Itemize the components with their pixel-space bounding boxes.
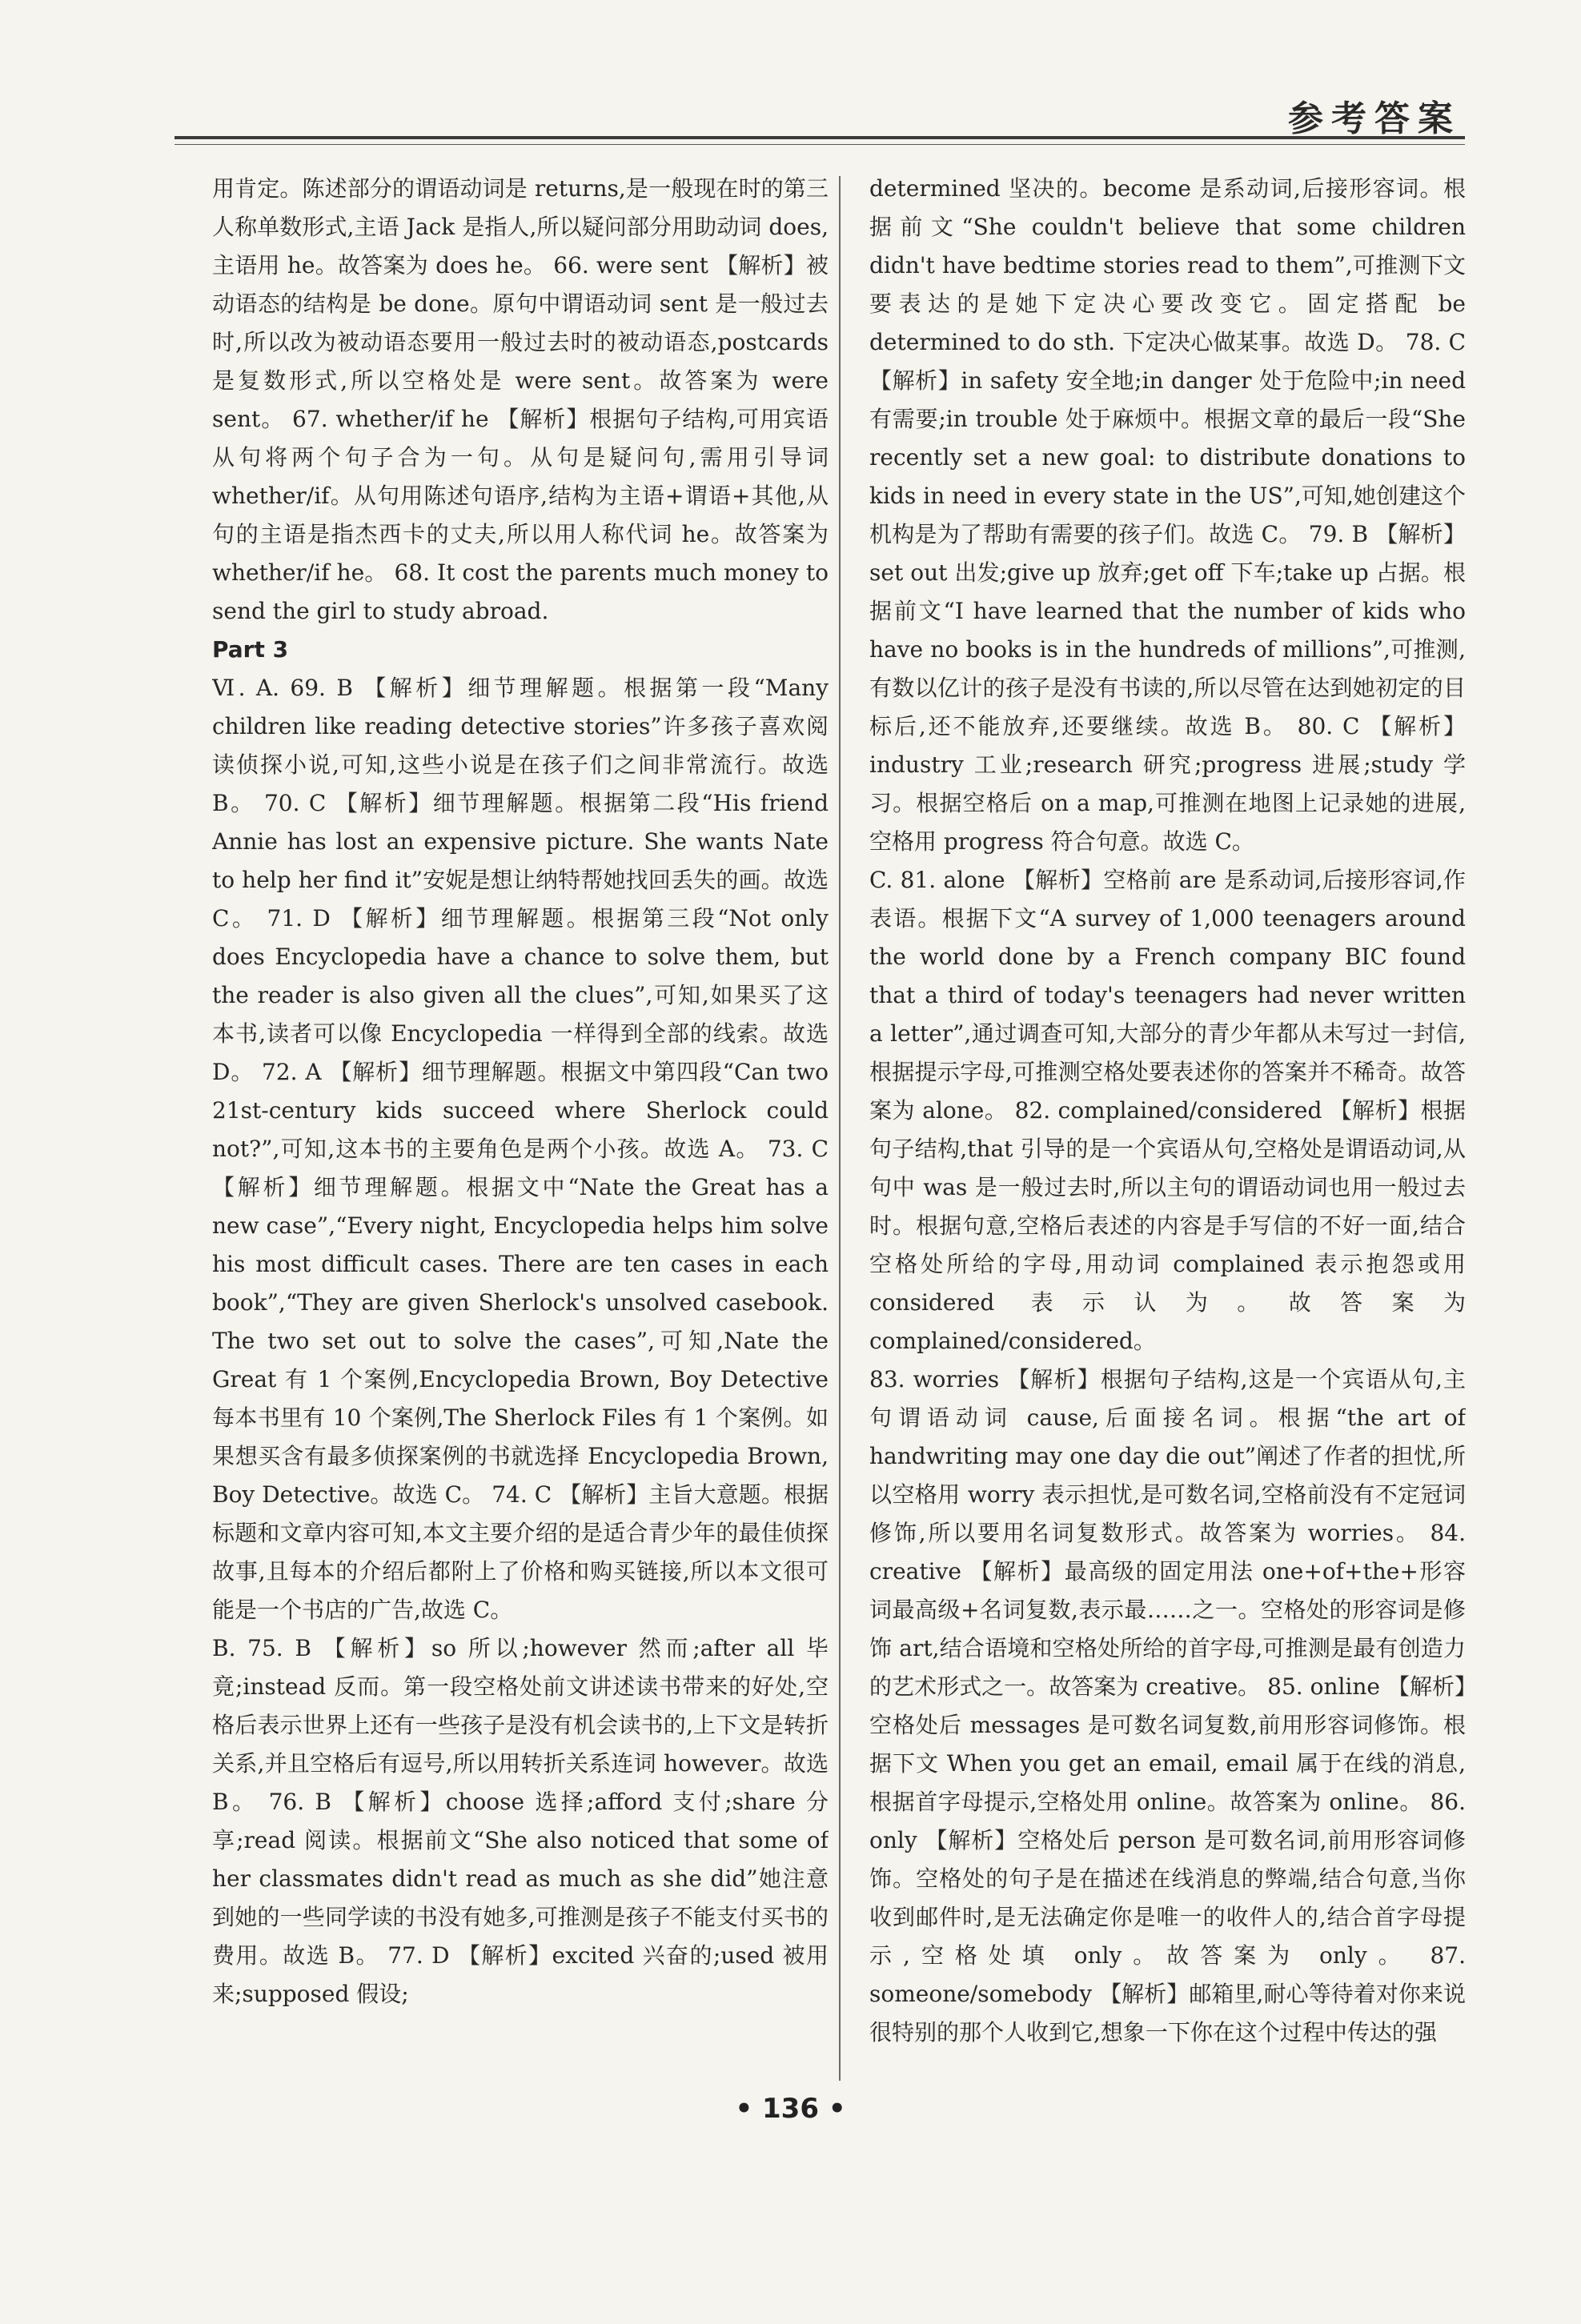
left-column	[212, 170, 829, 2074]
section-b-answers-continued: determined 坚决的。become 是系动词,后接形容词。根据前文“She couldn't believe that some children didn't have bedtime stories read to them”,可推测下文要表达的是她下定决心要改变它。固定搭配 be determined to do sth. 下定决心做某事。故选 D。 78. C 【解析】in safety 安全地;in danger 处于危险中;in need 有需要;in trouble 处于麻烦中。根据文章的最后一段“She recently set a new goal: to distribute donations to kids in need in every state in the US”,可知,她创建这个机构是为了帮助有需要的孩子们。故选 C。 79. B 【解析】set out 出发;give up 放弃;get off 下车;take up 占据。根据前文“I have learned that the number of kids who have no books is in the hundreds of millions”,可推测,有数以亿计的孩子是没有书读的,所以尽管在达到她初定的目标后,还不能放弃,还要继续。故选 B。 80. C 【解析】industry 工业;research 研究;progress 进展;study 学习。根据空格后 on a map,可推测在地图上记录她的进展,空格用 progress 符合句意。故选 C。	[869, 175, 1466, 855]
column-divider	[839, 176, 841, 2081]
section-a-answers: Ⅵ. A. 69. B 【解析】细节理解题。根据第一段“Many children like reading detective stories”许多孩子喜欢阅读侦探小说,可知,这些小说是在孩子们之间非常流行。故选 B。 70. C 【解析】细节理解题。根据第二段“His friend Annie has lost an expensive picture. She wants Nate to help her find it”安妮是想让纳特帮她找回丢失的画。故选 C。 71. D 【解析】细节理解题。根据第三段“Not only does Encyclopedia have a chance to solve them, but the reader is also given all the clues”,可知,如果买了这本书,读者可以像 Encyclopedia 一样得到全部的线索。故选 D。 72. A 【解析】细节理解题。根据文中第四段“Can two 21st-century kids succeed where Sherlock could not?”,可知,这本书的主要角色是两个小孩。故选 A。 73. C 【解析】细节理解题。根据文中“Nate the Great has a new case”,“Every night, Encyclopedia helps him solve his most difficult cases. There are ten cases in each book”,“They are given Sherlock's unsolved casebook. The two set out to solve the cases”,可知,Nate the Great 有 1 个案例,Encyclopedia Brown, Boy Detective 每本书里有 10 个案例,The Sherlock Files 有 1 个案例。如果想买含有最多侦探案例的书就选择 Encyclopedia Brown, Boy Detective。故选 C。 74. C 【解析】主旨大意题。根据标题和文章内容可知,本文主要介绍的是适合青少年的最佳侦探故事,且每本的介绍后都附上了价格和购买链接,所以本文很可能是一个书店的广告,故选 C。	[212, 675, 829, 1623]
part-3-heading: Part 3	[212, 636, 289, 663]
header-rule	[175, 136, 1465, 139]
section-b-answers: B. 75. B 【解析】so 所以;however 然而;after all 毕竟;instead 反而。第一段空格处前文讲述读书带来的好处,空格后表示世界上还有一些孩子是没有机会读书的,上下文是转折关系,并且空格后有逗号,所以用转折关系连词 however。故选 B。 76. B 【解析】choose 选择;afford 支付;share 分享;read 阅读。根据前文“She also noticed that some of her classmates didn't read as much as she did”她注意到她的一些同学读的书没有她多,可推测是孩子不能支付买书的费用。故选 B。 77. D 【解析】excited 兴奋的;used 被用来;supposed 假设;	[212, 1635, 829, 2007]
section-c-answers-continued: 83. worries 【解析】根据句子结构,这是一个宾语从句,主句谓语动词 cause,后面接名词。根据“the art of handwriting may one day die out”阐述了作者的担忧,所以空格用 worry 表示担忧,是可数名词,空格前没有不定冠词修饰,所以要用名词复数形式。故答案为 worries。 84. creative 【解析】最高级的固定用法 one+of+the+形容词最高级+名词复数,表示最……之一。空格处的形容词是修饰 art,结合语境和空格处所给的首字母,可推测是最有创造力的艺术形式之一。故答案为 creative。 85. online 【解析】空格处后 messages 是可数名词复数,前用形容词修饰。根据下文 When you get an email, email 属于在线的消息,根据首字母提示,空格处用 online。故答案为 online。 86. only 【解析】空格处后 person 是可数名词,前用形容词修饰。空格处的句子是在描述在线消息的弊端,结合句意,当你收到邮件时,是无法确定你是唯一的收件人的,结合首字母提示,空格处填 only。故答案为 only。 87. someone/somebody 【解析】邮箱里,耐心等待着对你来说很特别的那个人收到它,想象一下你在这个过程中传达的强	[869, 1366, 1466, 2046]
header-rule-thin	[175, 144, 1465, 145]
left-intro-paragraph: 用肯定。陈述部分的谓语动词是 returns,是一般现在时的第三人称单数形式,主语 Jack 是指人,所以疑问部分用助动词 does,主语用 he。故答案为 does he。 66. were sent 【解析】被动语态的结构是 be done。原句中谓语动词 sent 是一般过去时,所以改为被动语态要用一般过去时的被动语态,postcards 是复数形式,所以空格处是 were sent。故答案为 were sent。 67. whether/if he 【解析】根据句子结构,可用宾语从句将两个句子合为一句。从句是疑问句,需用引导词 whether/if。从句用陈述句语序,结构为主语+谓语+其他,从句的主语是指杰西卡的丈夫,所以用人称代词 he。故答案为 whether/if he。 68. It cost the parents much money to send the girl to study abroad.	[212, 175, 829, 624]
page-number: • 136 •	[735, 2093, 846, 2125]
page-header-title: 参考答案	[1288, 98, 1461, 139]
section-c-answers: C. 81. alone 【解析】空格前 are 是系动词,后接形容词,作表语。根据下文“A survey of 1,000 teenagers around the world done by a French company BIC found that a third of today's teenagers had never written a letter”,通过调查可知,大部分的青少年都从未写过一封信,根据提示字母,可推测空格处要表述你的答案并不稀奇。故答案为 alone。 82. complained/considered 【解析】根据句子结构,that 引导的是一个宾语从句,空格处是谓语动词,从句中 was 是一般过去时,所以主句的谓语动词也用一般过去时。根据句意,空格后表述的内容是手写信的不好一面,结合空格处所给的字母,用动词 complained 表示抱怨或用 considered 表示认为。故答案为 complained/considered。	[869, 867, 1466, 1354]
right-column	[869, 170, 1466, 2074]
